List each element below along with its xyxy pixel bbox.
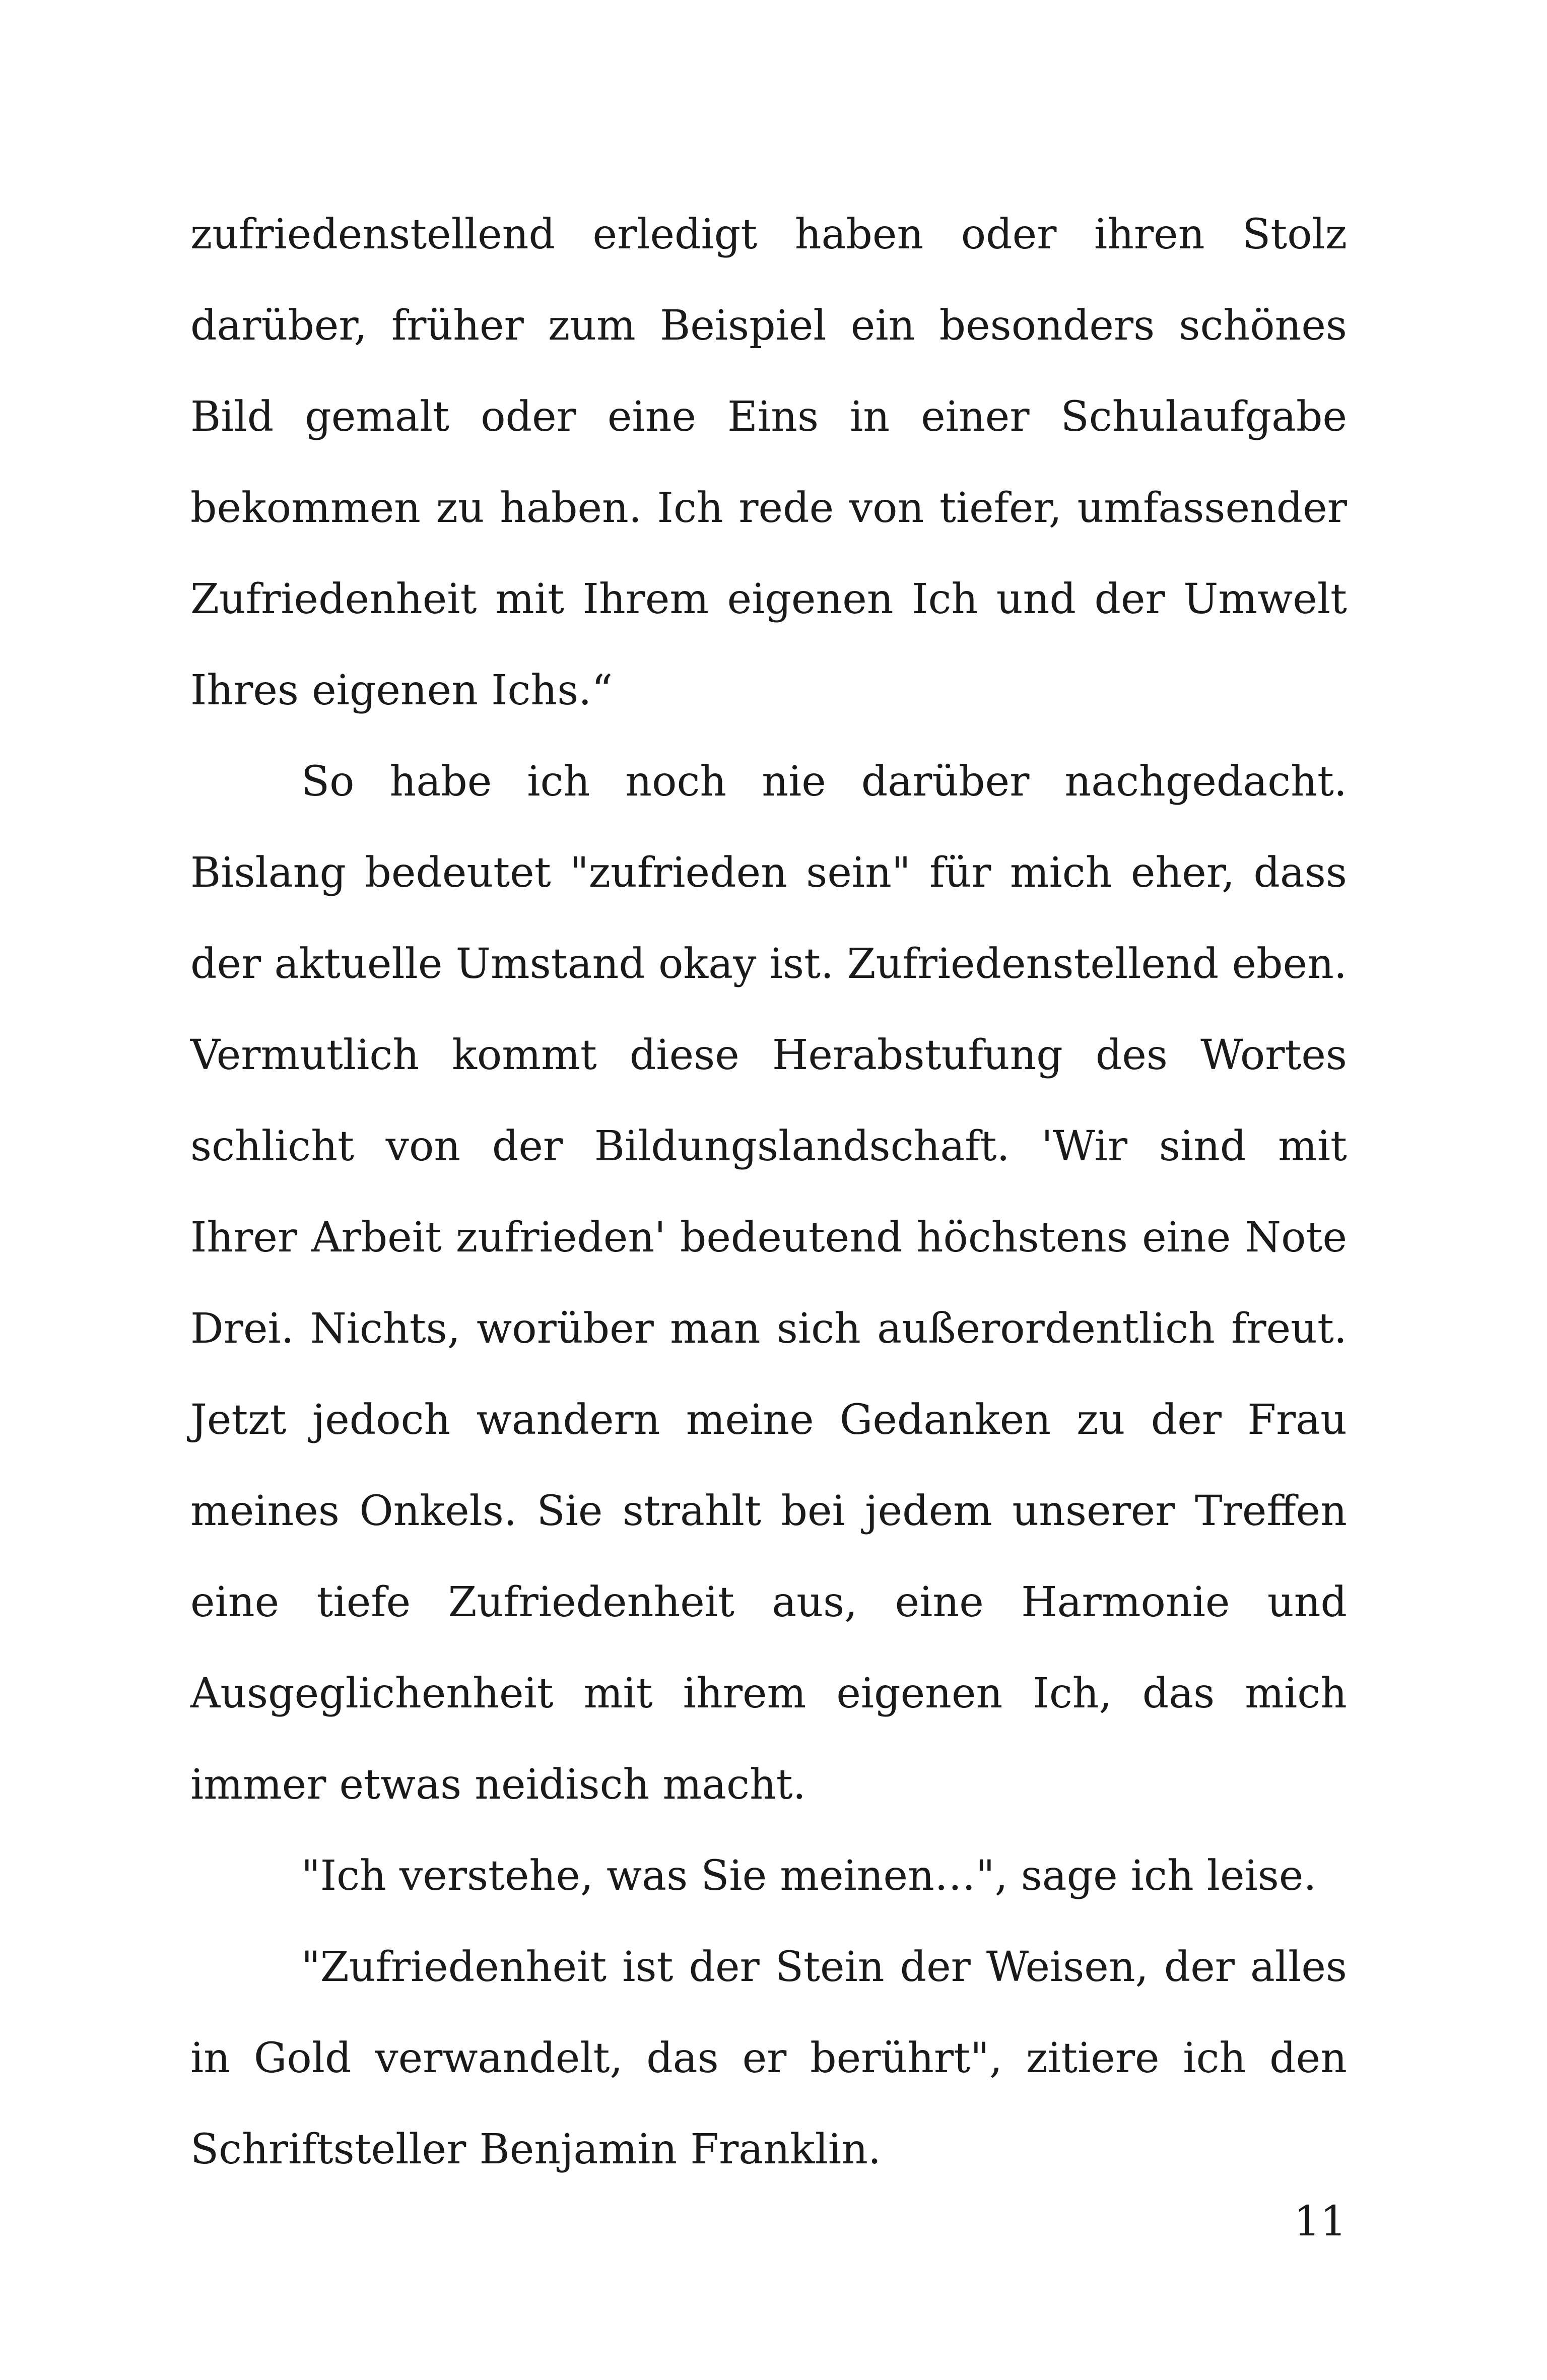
- page-number: 11: [1294, 2198, 1347, 2245]
- paragraph-dialogue: "Ich verstehe, was Sie meinen…", sage ich leise.: [301, 1852, 1317, 1900]
- paragraph-quote: "Zufriedenheit ist der Stein der Weisen, der alles in Gold verwandelt, das er berührt", zitiere ich den Schriftsteller Benjamin Franklin.: [190, 1943, 1347, 2173]
- paragraph-continuation: zufriedenstellend erledigt haben oder ihren Stolz darüber, früher zum Beispiel ein besonders schönes Bild gemalt oder eine Eins in einer Schulaufgabe bekommen zu haben. Ich rede von tiefer, umfassender Zufriedenheit mit Ihrem eigenen Ich und der Umwelt Ihres eigenen Ichs.“: [190, 211, 1347, 714]
- body-text: [190, 189, 1347, 2195]
- paragraph-reflection: So habe ich noch nie darüber nachgedacht. Bislang bedeutet "zufrieden sein" für mich eher, dass der aktuelle Umstand okay ist. Zufriedenstellend eben. Vermutlich kommt diese Herabstufung des Wortes schlicht von der Bildungslandschaft. 'Wir sind mit Ihrer Arbeit zufrieden' bedeutend höchstens eine Note Drei. Nichts, worüber man sich außerordentlich freut. Jetzt jedoch wandern meine Gedanken zu der Frau meines Onkels. Sie strahlt bei jedem unserer Treffen eine tiefe Zufriedenheit aus, eine Harmonie und Ausgeglichenheit mit ihrem eigenen Ich, das mich immer etwas neidisch macht.: [190, 758, 1347, 1809]
